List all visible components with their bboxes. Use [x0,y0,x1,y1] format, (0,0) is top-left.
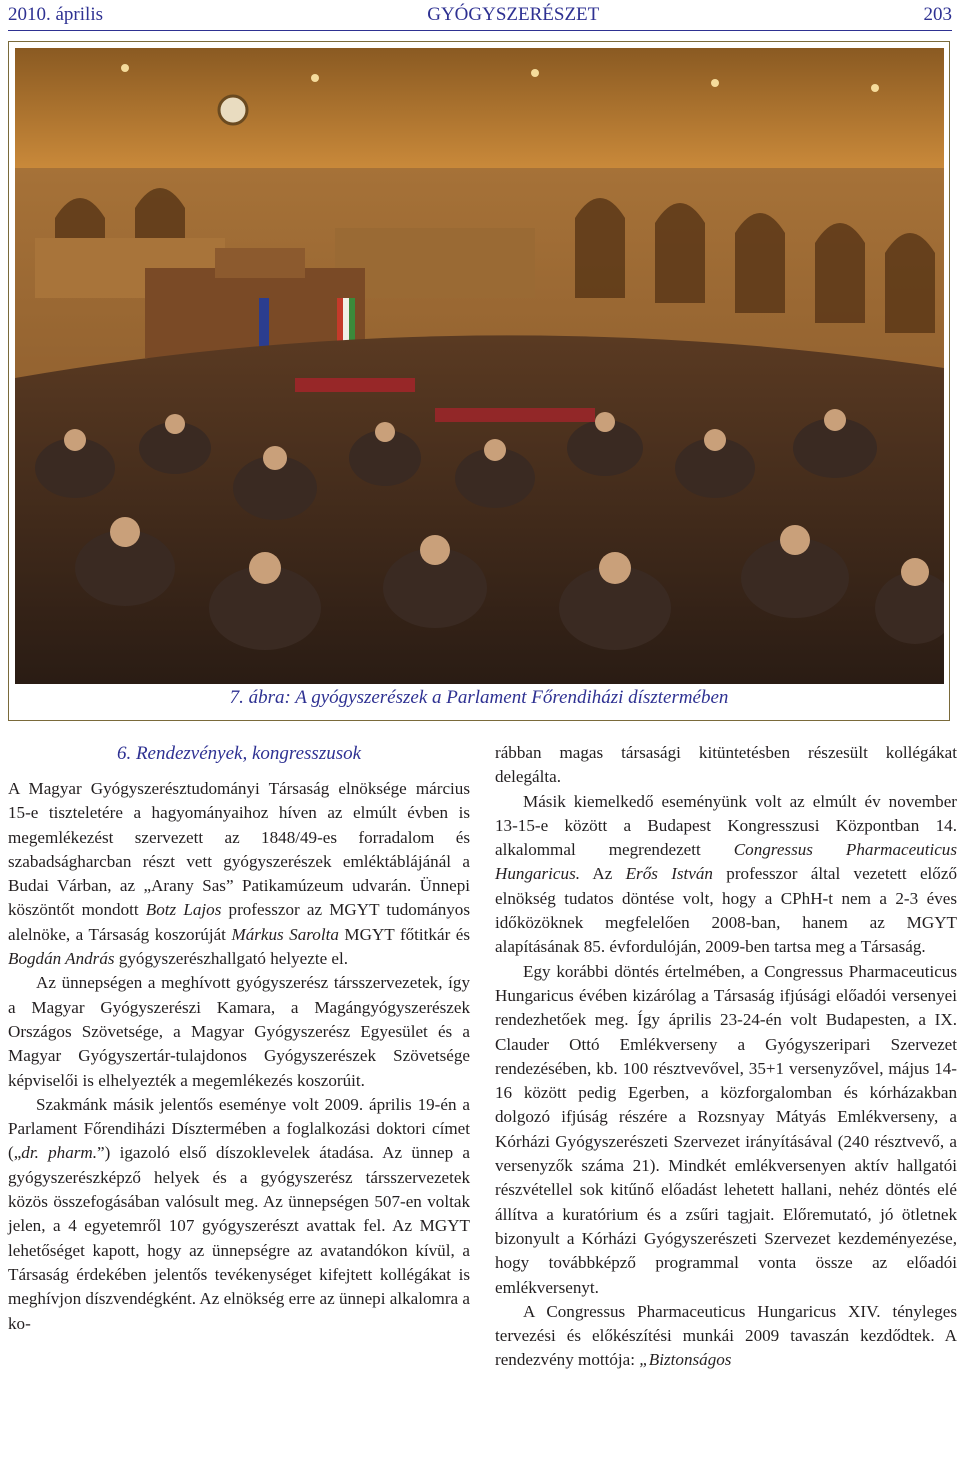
person-name: Botz Lajos [145,900,222,920]
paragraph: Az ünnepségen a meghívott gyógyszerész társszervezetek, így a Magyar Gyógyszerészi Kamara, a Magángyógyszerészek Országos Szövetsége, a Magyar Gyógyszerész Egyesület és a Magyar Gyógyszertár-tulajdonos Gyógyszerészek Szövetsége képviselői is elhelyezték a megemlékezés koszorúit. [8,973,470,1090]
header-journal-title: GYÓGYSZERÉSZET [427,4,600,25]
figure-parliament-hall [8,41,950,721]
page-header [8,0,952,30]
person-name: Erős István [625,864,713,884]
motto: „Biztonságos [639,1350,732,1370]
header-divider [8,30,952,31]
paragraph: Másik kiemelkedő eseményünk volt az elmúlt év november 13-15-e között a Budapest Kongresszusi Központban 14. alkalommal megrendezett Congressus Pharmaceuticus Hungaricus. Az Erős István professzor által vezetett előző elnökség tudatos döntése volt, hogy a CPhH-t nem a 2-3 éves időközöknek megfelelően 2008-ban, hanem az MGYT alapításának 85. évfordulóján, 2009-ben tartsa meg a Társaság. [495,791,957,957]
photo-illustration [15,48,944,684]
paragraph: Szakmánk másik jelentős eseménye volt 2009. április 19-én a Parlament Főrendiházi Dísztermében a foglalkozási doktori címet („dr. pharm.”) igazoló első díszoklevelek átadása. Az ünnep a gyógyszerészképző helyek és a gyógyszerész társszervezetek közös összefogásában valósult meg. Az ünnepségen 507-en voltak jelen, a 4 egyetemről 107 gyógyszerészt avattak fel. Az MGYT lehetőséget kapott, hogy az ünnepségre az avatandókon kívül, a Társaság érdekében jelentős tevékenységet kifejtett kollégákat is meghívjon díszvendégként. Az elnökség erre az ünnepi alkalomra a ko- [8,1094,470,1333]
section-title: 6. Rendezvények, kongresszusok [116,743,362,764]
paragraph: A Congressus Pharmaceuticus Hungaricus XIV. tényleges tervezési és előkészítési munkái 2009 tavaszán kezdődtek. A rendezvény mottója: „Biztonságos [495,1301,957,1370]
paragraph: Egy korábbi döntés értelmében, a Congressus Pharmaceuticus Hungaricus évében kizárólag a Társaság ifjúsági előadói versenyei rendezhetőek meg. Így április 23-24-én volt Budapesten, a IX. Clauder Ottó Emlékverseny a Gyógyszeripari Szervezet rendezésében, kb. 100 résztvevővel, 35+1 versenyzővel, május 14-16 között pedig Egerben, a közforgalomban és kórházakban dolgozó ifjúság részére a Rozsnyay Mátyás Emlékverseny, a Kórházi Gyógyszerészeti Szervezet irányításával (240 résztvevő, a versenyzők száma 21). Mindkét emlékversenyen aktív hallgatói részvétellel sok kitűnő előadást lehetett hallani, nehéz döntés elé állítva a kuratórium és a zsűri tagjait. Előremutató, jó ötletnek bizonyult a Kórházi Gyógyszerészeti Szervezet kezdeményezése, hogy továbbképző programmal vonta össze az előadói emlékversenyt. [495,961,957,1297]
paragraph: A Magyar Gyógyszerésztudományi Társaság elnöksége március 15-e tiszteletére a hagyományaihoz híven az elmúlt évben is megemlékezést szervezett az 1848/49-es forradalom és szabadságharcban részt vett gyógyszerészek emléktáblájánál a Budai Várban, az „Arany Sas” Patikamúzeum udvarán. Ünnepi köszöntőt mondott Botz Lajos professzor az MGYT tudományos alelnöke, a Társaság koszorúját Márkus Sarolta MGYT főtitkár és Bogdán András gyógyszerészhallgató helyezte el. [8,779,471,969]
congress-name: Congressus Pharmaceuticus Hungaricus. [495,840,957,884]
parliament-hall-photo [15,48,944,684]
person-name: Márkus Sarolta [231,924,339,944]
paragraph: rábban magas társasági kitüntetésben részesült kollégákat delegálta. [495,743,957,787]
right-column [495,741,957,1373]
figure-caption: 7. ábra: A gyógyszerészek a Parlament Főrendiházi dísztermében [229,687,729,708]
left-column [8,741,470,1336]
person-name: Bogdán András [8,949,115,969]
header-page-number: 203 [923,4,952,25]
header-date: 2010. április [8,4,103,25]
degree-title: dr. pharm. [21,1143,98,1163]
